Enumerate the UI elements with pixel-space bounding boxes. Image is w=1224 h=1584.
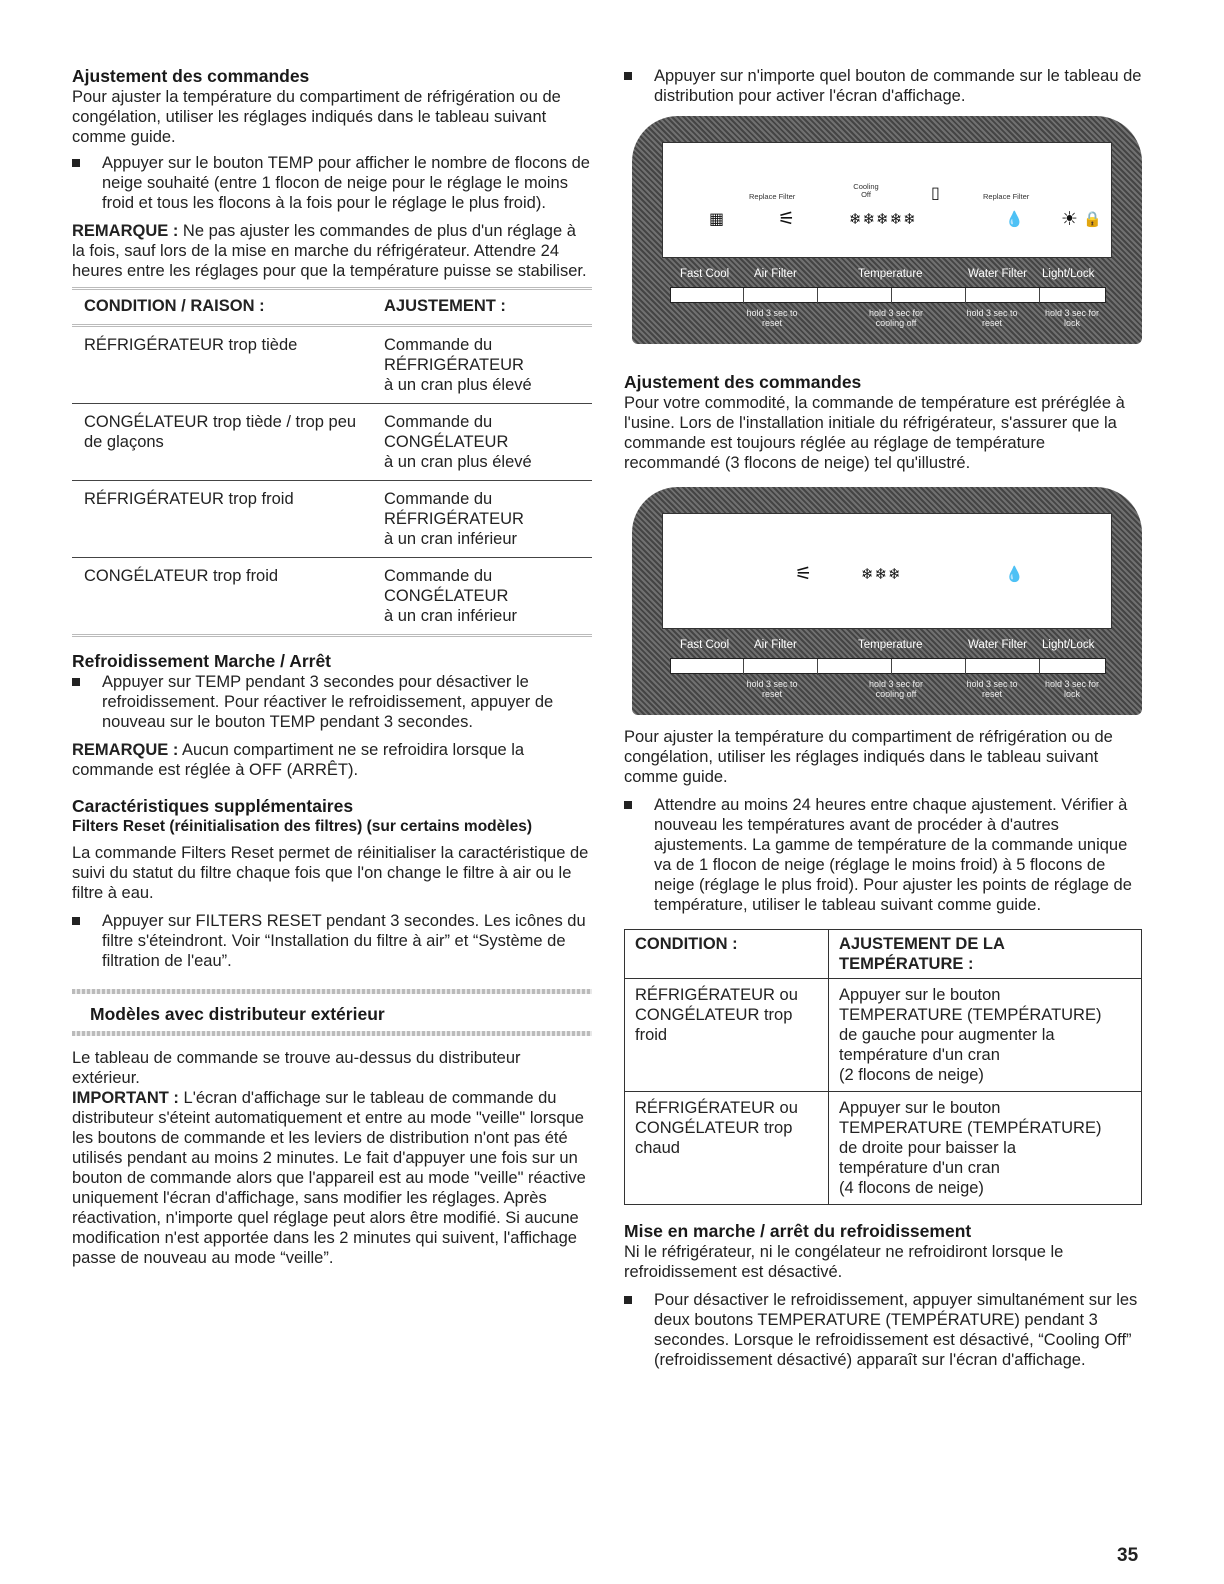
important-label: IMPORTANT : — [72, 1089, 179, 1107]
control-panel-full — [632, 116, 1142, 344]
divider — [72, 1031, 592, 1036]
light-lock-label: Light/Lock — [1042, 268, 1095, 280]
note-label: REMARQUE : — [72, 222, 179, 240]
divider — [72, 989, 592, 994]
light-icon: ☀ — [1061, 208, 1079, 230]
cell-line: Commande du — [384, 413, 493, 431]
hold-label: hold 3 sec for lock — [1044, 308, 1100, 328]
table-row — [72, 558, 592, 636]
cell-line: TEMPERATURE (TEMPÉRATURE) — [839, 1119, 1102, 1137]
snowflake-icon: ❄❄❄❄❄ — [849, 210, 917, 228]
section-title: Ajustement des commandes — [72, 66, 310, 86]
cell-line: CONGÉLATEUR — [384, 587, 509, 605]
note — [72, 221, 592, 281]
cell-line: Appuyer sur le bouton — [839, 1099, 1001, 1117]
air-filter-label: Air Filter — [754, 268, 797, 280]
cell-line: température d'un cran — [839, 1159, 1000, 1177]
section-title: Ajustement des commandes — [624, 372, 862, 392]
table-cell: RÉFRIGÉRATEUR trop froid — [72, 481, 372, 558]
button-row[interactable] — [670, 658, 1106, 674]
cooling-off-label: Cooling Off — [853, 182, 879, 199]
table-cell — [372, 326, 592, 404]
cell-line: Appuyer sur le bouton — [839, 986, 1001, 1004]
cell-line: froid — [635, 1026, 668, 1044]
replace-filter-label: Replace Filter — [749, 192, 796, 201]
display-screen — [662, 142, 1112, 258]
cell-line: CONGÉLATEUR trop — [635, 1119, 793, 1137]
fast-cool-icon: ▦ — [709, 209, 725, 228]
table-cell — [625, 1092, 829, 1205]
light-lock-label: Light/Lock — [1042, 639, 1095, 651]
note-text: Ne pas ajuster les commandes de plus d'un réglage à la fois, sauf lors de la mise en marche du réfrigérateur. Attendre 24 heures entre les réglages pour que la température puisse se stabiliser. — [72, 222, 587, 280]
paragraph: Pour ajuster la température du compartiment de réfrigération ou de congélation, utiliser les réglages indiqués dans le tableau suivant comme guide. — [72, 88, 561, 146]
table-row — [625, 1092, 1142, 1205]
paragraph: Le tableau de commande se trouve au-dessus du distributeur extérieur. — [72, 1049, 521, 1087]
table-cell — [625, 979, 829, 1092]
important-note — [72, 1088, 592, 1268]
bullet-item: Attendre au moins 24 heures entre chaque ajustement. Vérifier à nouveau les températures avant de procéder à d'autres ajustements. La gamme de température de la commande unique va de 1 flocon de neige (réglage le moins froid) à 5 flocons de neige (réglage le plus froid). Pour ajuster les points de réglage de température, utiliser le tableau suivant comme guide. — [624, 795, 1144, 915]
cell-line: à un cran inférieur — [384, 530, 517, 548]
lock-icon: 🔒 — [1083, 210, 1102, 228]
table-row — [72, 481, 592, 558]
cell-line: de gauche pour augmenter la — [839, 1026, 1055, 1044]
cell-line: TEMPERATURE (TEMPÉRATURE) — [839, 1006, 1102, 1024]
control-panel-default — [632, 487, 1142, 715]
fast-cool-label: Fast Cool — [680, 639, 730, 651]
hold-label: hold 3 sec for cooling off — [868, 308, 924, 328]
cell-line: température d'un cran — [839, 1046, 1000, 1064]
table-cell — [829, 979, 1142, 1092]
cell-line: chaud — [635, 1139, 680, 1157]
bullet-item: Appuyer sur le bouton TEMP pour afficher le nombre de flocons de neige souhaité (entre 1 flocon de neige pour le réglage le moins froid et tous les flocons à la fois pour le réglage le plus froid). — [72, 153, 592, 213]
bullet-item: Pour désactiver le refroidissement, appuyer simultanément sur les deux boutons TEMPERATURE (TEMPÉRATURE) pendant 3 secondes. Lorsque le refroidissement est désactivé, “Cooling Off” (refroidissement désactivé) apparaît sur l'écran d'affichage. — [624, 1290, 1144, 1370]
paragraph: Pour votre commodité, la commande de température est préréglée à l'usine. Lors de l'installation initiale du réfrigérateur, s'assurer que la commande est toujours réglée au réglage de température recommandé (3 flocons de neige) tel qu'illustré. — [624, 394, 1125, 472]
cell-line: RÉFRIGÉRATEUR ou — [635, 986, 798, 1004]
cell-line: CONGÉLATEUR — [384, 433, 509, 451]
temperature-label: Temperature — [858, 639, 923, 651]
replace-filter-label: Replace Filter — [983, 192, 1030, 201]
water-drop-icon: 💧 — [1005, 210, 1024, 228]
adjustment-table — [72, 287, 592, 637]
bullet-item: Appuyer sur n'importe quel bouton de commande sur le tableau de distribution pour activer l'écran d'affichage. — [624, 66, 1144, 106]
cell-line: à un cran plus élevé — [384, 376, 532, 394]
table-header: CONDITION / RAISON : — [72, 289, 372, 326]
table-row — [72, 404, 592, 481]
air-filter-icon: ⚟ — [778, 208, 796, 230]
table-header: CONDITION : — [625, 930, 829, 979]
water-drop-icon: 💧 — [1005, 565, 1024, 583]
cell-line: (4 flocons de neige) — [839, 1179, 984, 1197]
paragraph: Ni le réfrigérateur, ni le congélateur ne refroidiront lorsque le refroidissement est désactivé. — [624, 1243, 1064, 1281]
hold-label: hold 3 sec to reset — [746, 308, 798, 328]
table-header: AJUSTEMENT : — [372, 289, 592, 326]
table-cell — [829, 1092, 1142, 1205]
table-cell — [372, 481, 592, 558]
header-line: TEMPÉRATURE : — [839, 955, 974, 973]
cell-line: de droite pour baisser la — [839, 1139, 1017, 1157]
water-filter-label: Water Filter — [968, 268, 1027, 280]
table-cell: RÉFRIGÉRATEUR trop tiède — [72, 326, 372, 404]
cell-line: Commande du — [384, 567, 493, 585]
note — [72, 740, 592, 780]
cell-line: (2 flocons de neige) — [839, 1066, 984, 1084]
cell-line: RÉFRIGÉRATEUR — [384, 356, 524, 374]
display-screen — [662, 513, 1112, 629]
paragraph: Pour ajuster la température du compartiment de réfrigération ou de congélation, utiliser les réglages indiqués dans le tableau suivant comme guide. — [624, 728, 1113, 786]
paragraph: La commande Filters Reset permet de réinitialiser la caractéristique de suivi du statut du filtre chaque fois que l'on change le filtre à air ou le filtre à eau. — [72, 844, 589, 902]
subsection-title: Filters Reset (réinitialisation des filtres) (sur certains modèles) — [72, 818, 532, 835]
button-labels — [632, 637, 1142, 655]
left-column — [72, 66, 592, 1268]
temperature-label: Temperature — [858, 268, 923, 280]
hold-label: hold 3 sec to reset — [746, 679, 798, 699]
table-row — [625, 979, 1142, 1092]
hold-label: hold 3 sec to reset — [966, 679, 1018, 699]
cell-line: à un cran plus élevé — [384, 453, 532, 471]
section-title: Modèles avec distributeur extérieur — [90, 1004, 385, 1024]
cell-line: Commande du — [384, 490, 493, 508]
note-text: Aucun compartiment ne se refroidira lorsque la commande est réglée à OFF (ARRÊT). — [72, 741, 525, 779]
table-row — [72, 326, 592, 404]
snowflake-icon: ❄❄❄ — [861, 565, 902, 583]
note-label: REMARQUE : — [72, 741, 179, 759]
table-cell — [372, 558, 592, 636]
cell-line: CONGÉLATEUR trop — [635, 1006, 793, 1024]
section-title: Refroidissement Marche / Arrêt — [72, 651, 332, 671]
water-filter-label: Water Filter — [968, 639, 1027, 651]
table-cell — [372, 404, 592, 481]
hold-label: hold 3 sec for cooling off — [868, 679, 924, 699]
button-labels — [632, 266, 1142, 284]
cell-line: à un cran inférieur — [384, 607, 517, 625]
table-cell: CONGÉLATEUR trop froid — [72, 558, 372, 636]
cell-line: RÉFRIGÉRATEUR — [384, 510, 524, 528]
table-header — [829, 930, 1142, 979]
section-title: Mise en marche / arrêt du refroidissement — [624, 1221, 972, 1241]
bullet-item: Appuyer sur TEMP pendant 3 secondes pour désactiver le refroidissement. Pour réactiver le refroidissement, appuyer de nouveau sur le bouton TEMP pendant 3 secondes. — [72, 672, 592, 732]
cell-line: RÉFRIGÉRATEUR ou — [635, 1099, 798, 1117]
temperature-table — [624, 929, 1142, 1205]
bullet-item: Appuyer sur FILTERS RESET pendant 3 secondes. Les icônes du filtre s'éteindront. Voir “Installation du filtre à air” et “Système de filtration de l'eau”. — [72, 911, 592, 971]
section-title: Caractéristiques supplémentaires — [72, 796, 354, 816]
cell-line: Commande du — [384, 336, 493, 354]
fast-cool-label: Fast Cool — [680, 268, 730, 280]
hold-label: hold 3 sec to reset — [966, 308, 1018, 328]
right-column — [624, 66, 1144, 1370]
header-line: AJUSTEMENT DE LA — [839, 935, 1005, 953]
air-filter-label: Air Filter — [754, 639, 797, 651]
table-cell: CONGÉLATEUR trop tiède / trop peu de glaçons — [72, 404, 372, 481]
important-text: L'écran d'affichage sur le tableau de commande du distributeur s'éteint automatiquement et entre au mode "veille" lorsque les boutons de commande et les leviers de distribution n'ont pas été utilisés pendant au moins 2 minutes. Le fait d'appuyer une fois sur un bouton de commande alors que l'appareil est au mode "veille" réactive uniquement l'écran d'affichage, sans modifier les réglages. Après réactivation, n'importe quel réglage peut alors être modifié. Si aucune modification n'est apportée dans les 2 minutes qui suivent, l'affichage passe de nouveau au mode “veille”. — [72, 1089, 586, 1267]
filter-icon: ▯ — [931, 183, 940, 202]
hold-label: hold 3 sec for lock — [1044, 679, 1100, 699]
button-row[interactable] — [670, 287, 1106, 303]
air-filter-icon: ⚟ — [795, 563, 813, 585]
page-number: 35 — [1117, 1545, 1139, 1566]
